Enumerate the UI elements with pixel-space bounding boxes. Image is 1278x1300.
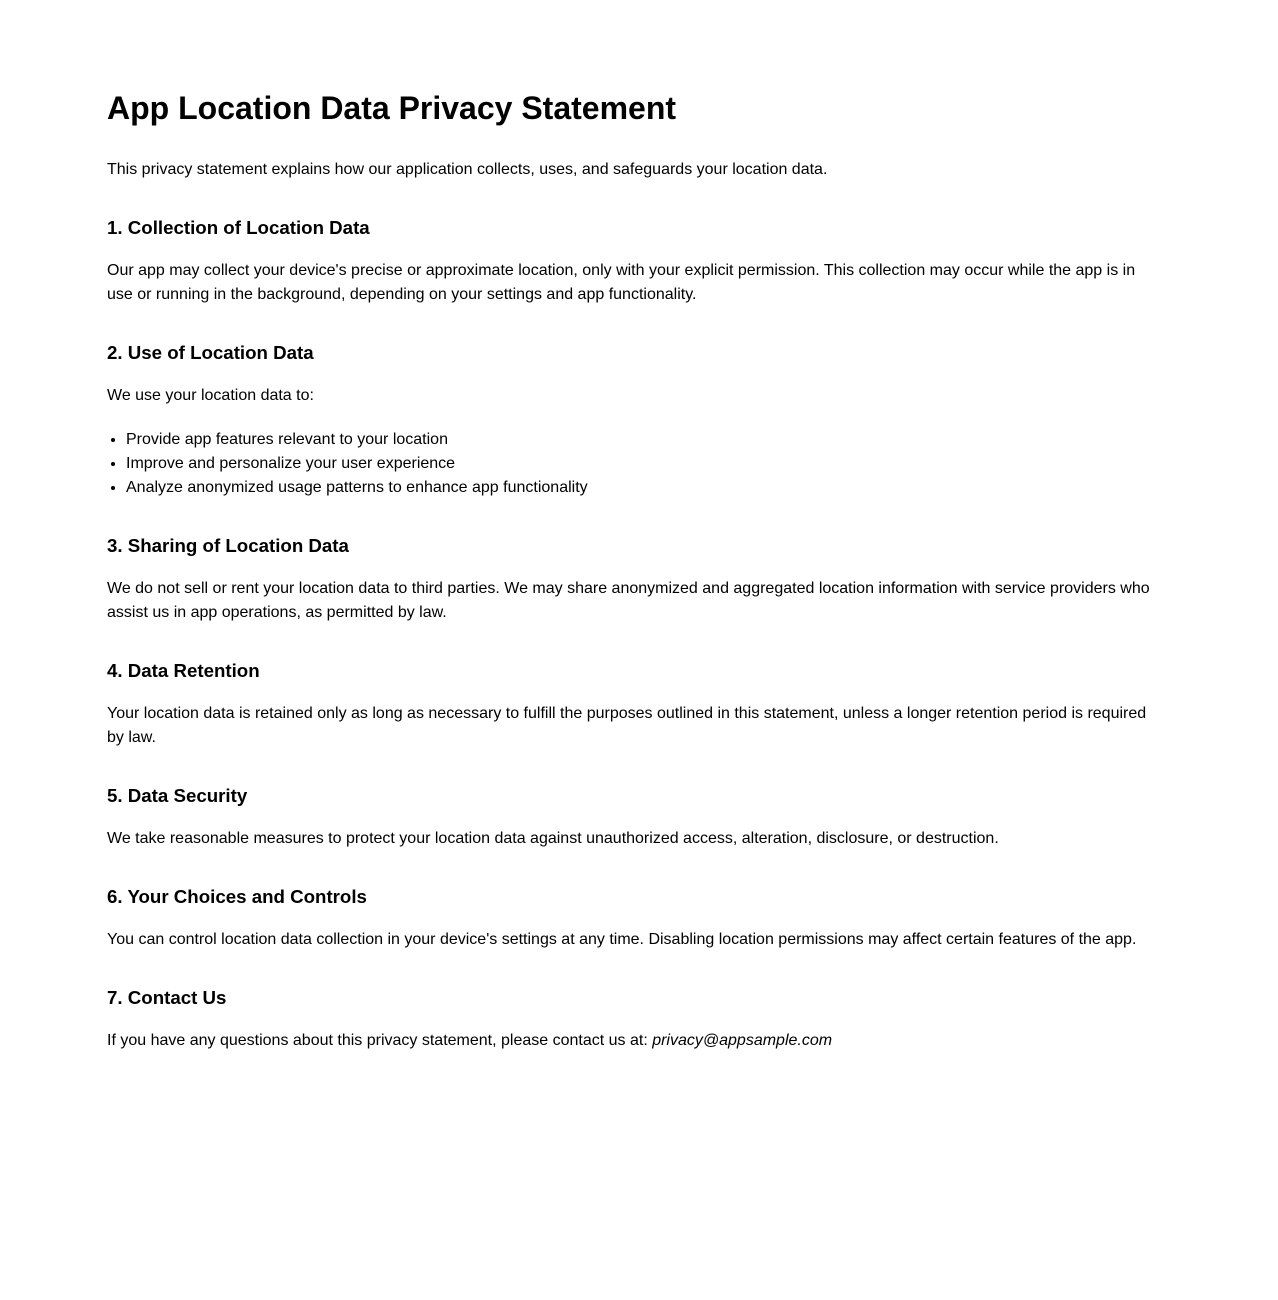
- section-contact: [107, 984, 1165, 1053]
- section-heading-retention: 4. Data Retention: [107, 660, 260, 682]
- use-bullet-list: [107, 428, 1165, 500]
- section-sharing: [107, 532, 1165, 625]
- section-paragraph-contact: [107, 1029, 1165, 1053]
- section-paragraph-retention: Your location data is retained only as long as necessary to fulfill the purposes outlined in this statement, unless a longer retention period is required by law.: [107, 705, 1147, 747]
- section-heading-sharing: 3. Sharing of Location Data: [107, 535, 349, 557]
- section-paragraph-collection: Our app may collect your device's precise or approximate location, only with your explicit permission. This collection may occur while the app is in use or running in the background, depending on your settings and app functionality.: [107, 262, 1136, 304]
- section-heading-choices: 6. Your Choices and Controls: [107, 886, 367, 908]
- bullet-item: • Improve and personalize your user experience: [126, 452, 1165, 476]
- page-title: App Location Data Privacy Statement: [107, 90, 677, 126]
- bullet-item: • Provide app features relevant to your location: [126, 428, 1165, 452]
- section-heading-security: 5. Data Security: [107, 785, 248, 807]
- section-paragraph-use: We use your location data to:: [107, 387, 314, 405]
- section-security: [107, 782, 1165, 851]
- section-paragraph-choices: You can control location data collection in your device's settings at any time. Disabling location permissions may affect certain features of the app.: [107, 931, 1137, 949]
- section-choices: [107, 883, 1165, 952]
- contact-text: If you have any questions about this privacy statement, please contact us at:: [107, 1032, 653, 1050]
- section-collection: [107, 214, 1165, 307]
- section-use: [107, 339, 1165, 500]
- section-heading-collection: 1. Collection of Location Data: [107, 217, 370, 238]
- section-paragraph-sharing: We do not sell or rent your location data to third parties. We may share anonymized and aggregated location information with service providers who assist us in app operations, as permitted by law.: [107, 580, 1150, 622]
- section-heading-contact: 7. Contact Us: [107, 987, 227, 1009]
- intro-paragraph: This privacy statement explains how our application collects, uses, and safeguards your location data.: [107, 161, 828, 178]
- section-retention: [107, 657, 1165, 750]
- bullet-item: • Analyze anonymized usage patterns to enhance app functionality: [126, 476, 1165, 500]
- contact-email: privacy@appsample.com: [652, 1032, 833, 1050]
- section-paragraph-security: We take reasonable measures to protect your location data against unauthorized access, alteration, disclosure, or destruction.: [107, 830, 999, 848]
- section-heading-use: 2. Use of Location Data: [107, 342, 314, 364]
